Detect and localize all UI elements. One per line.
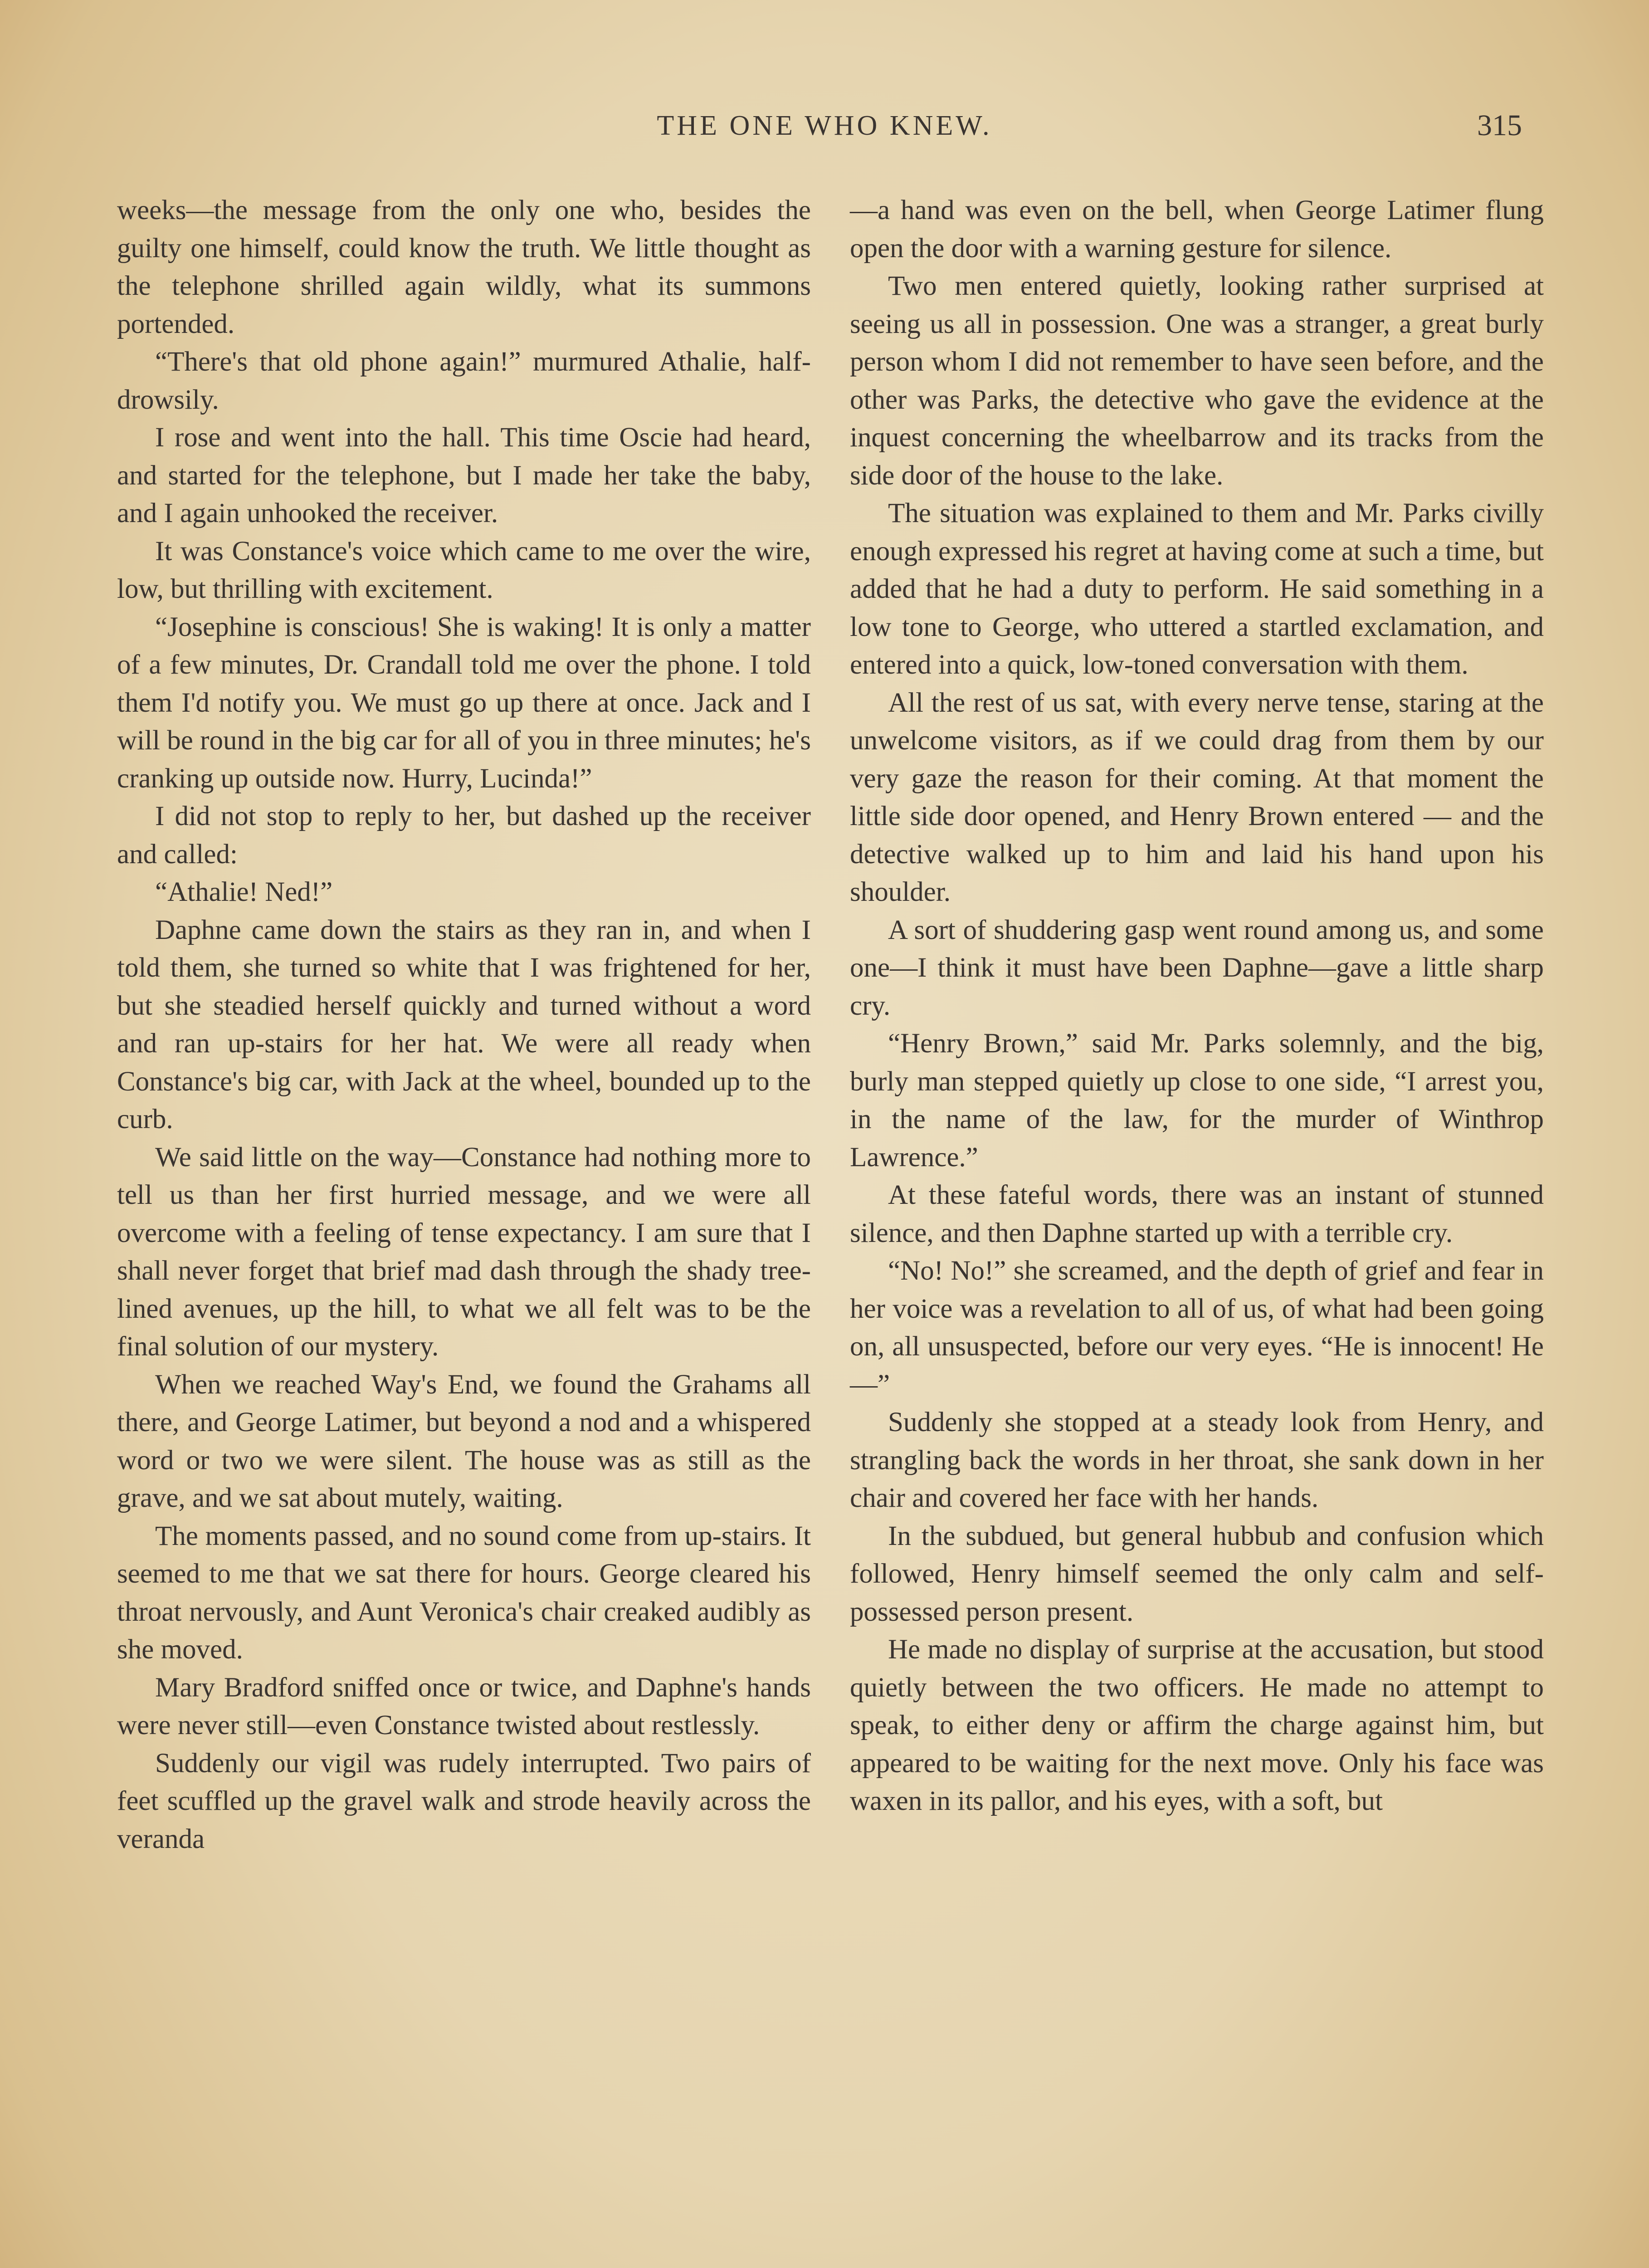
paragraph: Suddenly she stopped at a steady look from Henry, and strangling back the words in her throat, she sank down in her chair and covered her face with her hands. [850, 1407, 1544, 1513]
paragraph: The moments passed, and no sound come from up-stairs. It seemed to me that we sat there for hours. George cleared his throat nervously, and Aunt Veronica's chair creaked audibly as she moved. [117, 1520, 811, 1665]
paragraph: I did not stop to reply to her, but dashed up the receiver and called: [117, 801, 811, 870]
paragraph: Two men entered quietly, looking rather surprised at seeing us all in possession. One was a stranger, a great burly person whom I did not remember to have seen before, and the other was Parks, the detective who gave the evidence at the inquest concerning the wheelbarrow and its tracks from the side door of the house to the lake. [850, 271, 1544, 491]
paragraph: —a hand was even on the bell, when George Latimer flung open the door with a warning gesture for silence. [850, 195, 1544, 264]
running-title: THE ONE WHO KNEW. [657, 110, 992, 141]
paragraph: In the subdued, but general hubbub and confusion which followed, Henry himself seemed the only calm and self-possessed person present. [850, 1520, 1544, 1627]
paragraph: He made no display of surprise at the accusation, but stood quietly between the two officers. He made no attempt to speak, to either deny or affirm the charge against him, but appeared to be waiting for the next move. Only his face was waxen in its pallor, and his eyes, with a soft, but [850, 1634, 1544, 1816]
paragraph: “Athalie! Ned!” [155, 877, 333, 907]
left-text-column [117, 191, 811, 1858]
paragraph: The situation was explained to them and Mr. Parks civilly enough expressed his regret at having come at such a time, but added that he had a duty to perform. He said something in a low tone to George, who uttered a startled exclamation, and entered into a quick, low-toned conversation with them. [850, 498, 1544, 680]
paragraph: At these fateful words, there was an instant of stunned silence, and then Daphne started up with a terrible cry. [850, 1180, 1544, 1248]
paragraph: Daphne came down the stairs as they ran in, and when I told them, she turned so white that I was frightened for her, but she steadied herself quickly and turned without a word and ran up-stairs for her hat. We were all ready when Constance's big car, with Jack at the wheel, bounded up to the curb. [117, 914, 811, 1134]
paragraph: “Josephine is conscious! She is waking! It is only a matter of a few minutes, Dr. Crandall told me over the phone. I told them I'd notify you. We must go up there at once. Jack and I will be round in the big car for all of you in three minutes; he's cranking up outside now. Hurry, Lucinda!” [117, 611, 811, 794]
paragraph: “No! No!” she screamed, and the depth of grief and fear in her voice was a revelation to all of us, of what had been going on, all unsuspected, before our very eyes. “He is innocent! He—” [850, 1256, 1544, 1400]
right-text-column [850, 191, 1544, 1820]
paragraph: A sort of shuddering gasp went round among us, and some one—I think it must have been Daphne—gave a little sharp cry. [850, 914, 1544, 1021]
paragraph: I rose and went into the hall. This time Oscie had heard, and started for the telephone, but I made her take the baby, and I again unhooked the receiver. [117, 422, 811, 528]
paragraph: When we reached Way's End, we found the Grahams all there, and George Latimer, but beyond a nod and a whispered word or two we were silent. The house was as still as the grave, and we sat about mutely, waiting. [117, 1369, 811, 1513]
page-header [113, 105, 1536, 146]
page-number: 315 [1477, 109, 1522, 142]
paragraph: Suddenly our vigil was rudely interrupted. Two pairs of feet scuffled up the gravel walk and strode heavily across the veranda [117, 1748, 811, 1854]
paragraph: “There's that old phone again!” murmured Athalie, half-drowsily. [117, 347, 811, 415]
paragraph: All the rest of us sat, with every nerve tense, staring at the unwelcome visitors, as if we could drag from them by our very gaze the reason for their coming. At that moment the little side door opened, and Henry Brown entered — and the detective walked up to him and laid his hand upon his shoulder. [850, 687, 1544, 907]
paragraph: It was Constance's voice which came to me over the wire, low, but thrilling with excitement. [117, 536, 811, 604]
paragraph: weeks—the message from the only one who, besides the guilty one himself, could know the truth. We little thought as the telephone shrilled again wildly, what its summons portended. [117, 195, 811, 339]
paragraph: We said little on the way—Constance had nothing more to tell us than her first hurried message, and we were all overcome with a feeling of tense expectancy. I am sure that I shall never forget that brief mad dash through the shady tree-lined avenues, up the hill, to what we all felt was to be the final solution of our mystery. [117, 1142, 811, 1362]
paragraph: Mary Bradford sniffed once or twice, and Daphne's hands were never still—even Constance twisted about restlessly. [117, 1672, 811, 1740]
paragraph: “Henry Brown,” said Mr. Parks solemnly, and the big, burly man stepped quietly up close to one side, “I arrest you, in the name of the law, for the murder of Winthrop Lawrence.” [850, 1028, 1544, 1173]
